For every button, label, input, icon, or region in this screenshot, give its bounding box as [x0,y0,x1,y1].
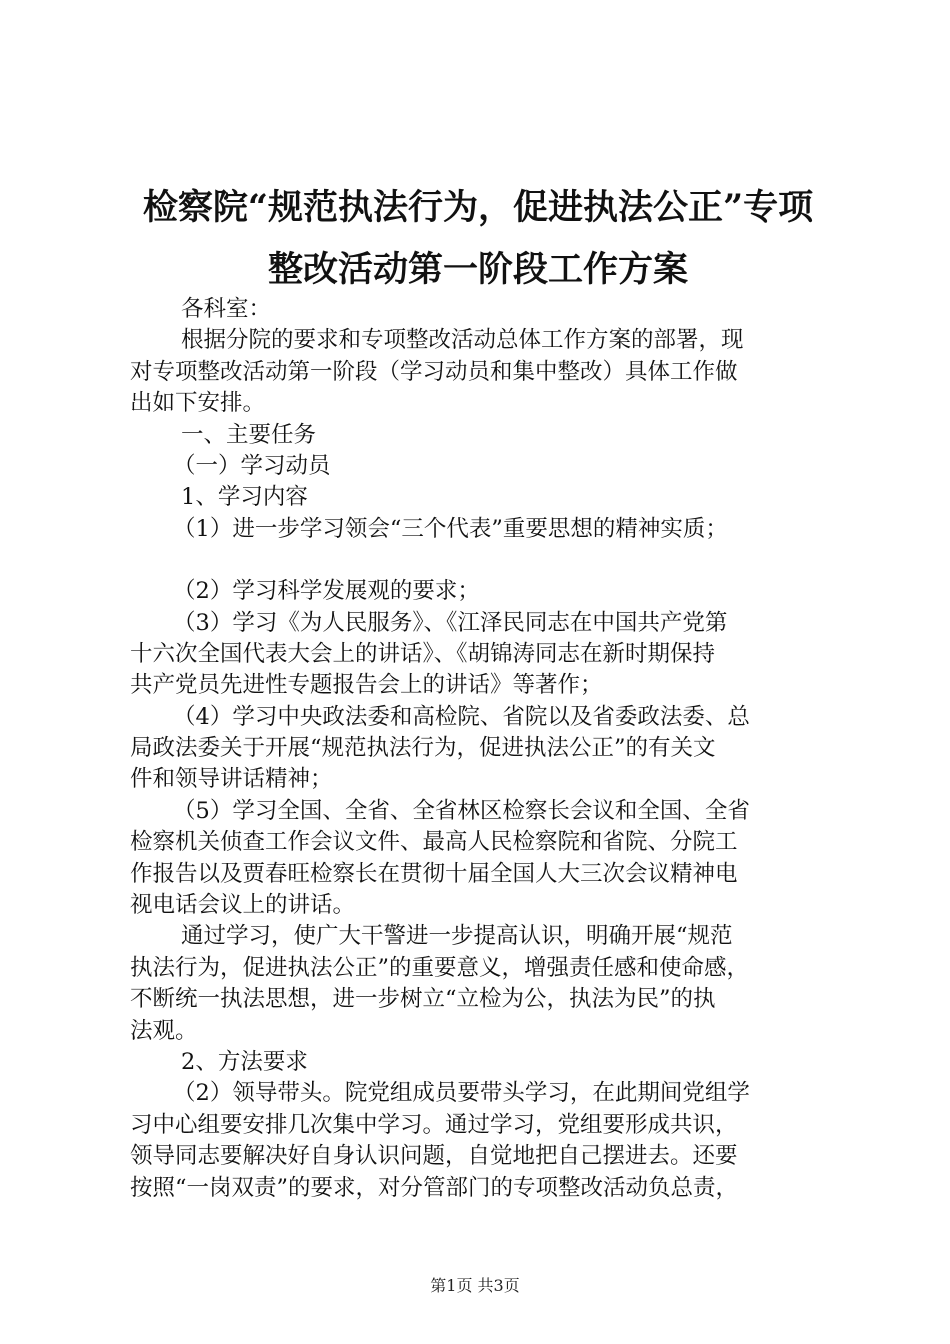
document-body [130,294,838,1204]
list-item: （3）学习《为人民服务》、《江泽民同志在中国共产党第 [173,609,728,636]
salutation: 各科室： [181,296,272,322]
paragraph-line: 不断统一执法思想，进一步树立“立检为公，执法为民”的执 [130,986,716,1013]
paragraph-line: 法观。 [130,1017,198,1044]
item-heading: 2、方法要求 [181,1048,308,1075]
blank-line [130,545,838,576]
section-heading: 一、主要任务 [181,421,317,448]
item-heading: 1、学习内容 [181,484,308,511]
paragraph-line: 习中心组要安排几次集中学习。通过学习，党组要形成共识， [130,1111,738,1138]
paragraph-line: 十六次全国代表大会上的讲话》、《胡锦涛同志在新时期保持 [130,640,716,667]
paragraph-line: 局政法委关于开展“规范执法行为，促进执法公正”的有关文 [130,735,716,762]
list-item: （1）进一步学习领会“三个代表”重要思想的精神实质； [173,515,728,542]
paragraph-line: 根据分院的要求和专项整改活动总体工作方案的部署，现 [181,327,744,354]
paragraph-line: 作报告以及贾春旺检察长在贯彻十届全国人大三次会议精神电 [130,860,738,887]
list-item: （2）领导带头。院党组成员要带头学习，在此期间党组学 [173,1080,750,1107]
list-item: （5）学习全国、全省、全省林区检察长会议和全国、全省 [173,797,750,824]
paragraph-line: 检察机关侦查工作会议文件、最高人民检察院和省院、分院工 [130,829,738,856]
paragraph-line: 共产党员先进性专题报告会上的讲话》等著作； [130,672,603,699]
list-item: （2）学习科学发展观的要求； [173,578,480,605]
paragraph-line: 执法行为，促进执法公正”的重要意义，增强责任感和使命感， [130,954,750,981]
paragraph-line: 出如下安排。 [130,390,266,417]
document-title-line-2: 整改活动第一阶段工作方案 [267,249,688,290]
document-title-line-1: 检察院“规范执法行为，促进执法公正”专项 [142,187,814,228]
list-item: （4）学习中央政法委和高检院、省院以及省委政法委、总 [173,703,750,730]
paragraph-line: 领导同志要解决好自身认识问题，自觉地把自己摆进去。还要 [130,1143,738,1170]
page-footer: 第1页 共3页 [430,1276,520,1295]
paragraph-line: 通过学习，使广大干警进一步提高认识，明确开展“规范 [181,923,733,950]
paragraph-line: 件和领导讲话精神； [130,766,333,793]
paragraph-line: 对专项整改活动第一阶段（学习动员和集中整改）具体工作做 [130,358,738,385]
paragraph-line: 视电话会议上的讲话。 [130,892,356,919]
paragraph-line: 按照“一岗双责”的要求，对分管部门的专项整改活动负总责， [130,1174,739,1201]
subsection-heading: （一）学习动员 [173,452,331,479]
